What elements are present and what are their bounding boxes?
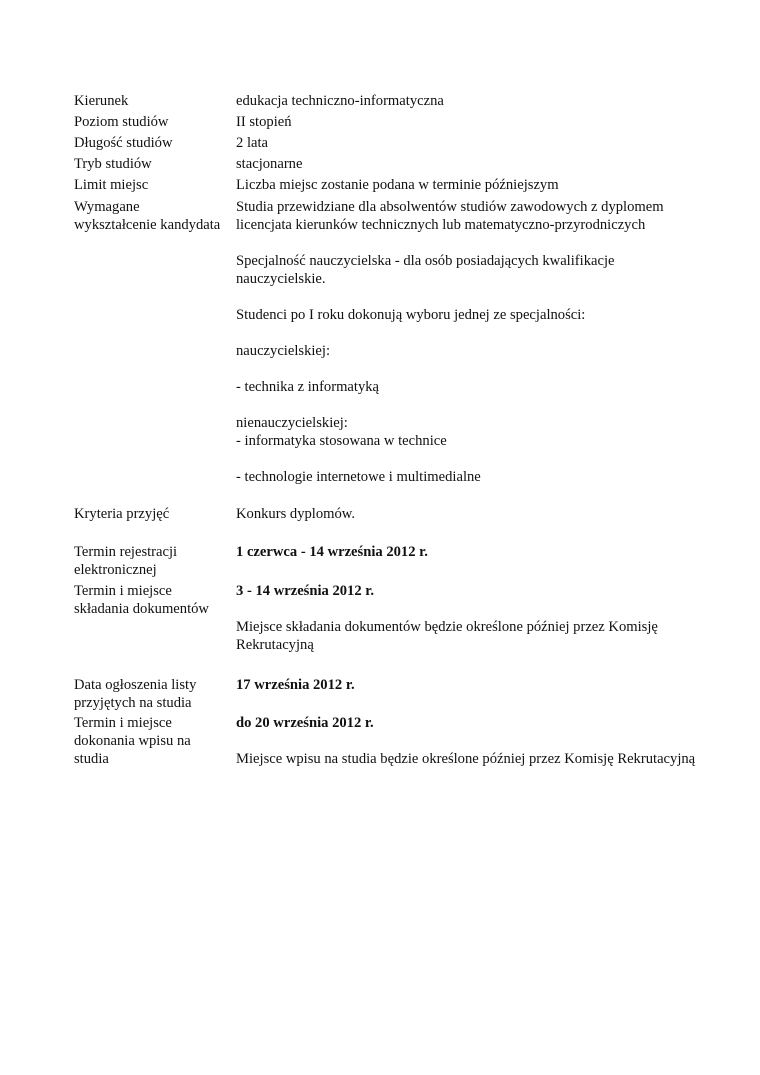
label-dokumenty	[74, 582, 232, 618]
value-dokumenty	[236, 582, 706, 654]
value-rejestracja	[236, 543, 706, 561]
label-wymagane-line2: wykształcenie kandydata	[74, 217, 221, 233]
label-dokumenty-line2: składania dokumentów	[74, 601, 209, 617]
label-dokumenty-line1: Termin i miejsce	[74, 583, 172, 599]
label-ogloszenie	[74, 676, 232, 712]
wymagane-paragraph: - technika z informatyką	[236, 379, 380, 395]
label-rejestracja-line1: Termin rejestracji	[74, 544, 178, 560]
label-kierunek: Kierunek	[74, 93, 129, 109]
label-wymagane-line1: Wymagane	[74, 199, 140, 215]
label-rejestracja	[74, 543, 232, 579]
label-ogloszenie-line1: Data ogłoszenia listy	[74, 677, 197, 693]
value-kierunek: edukacja techniczno-informatyczna	[236, 93, 444, 109]
value-poziom: II stopień	[236, 114, 292, 130]
wymagane-paragraph: Studenci po I roku dokonują wyboru jednej ze specjalności:	[236, 307, 586, 323]
wymagane-paragraph: nauczycielskiej:	[236, 343, 331, 359]
rejestracja-date: 1 czerwca - 14 września 2012 r.	[236, 544, 428, 560]
value-tryb: stacjonarne	[236, 156, 303, 172]
wymagane-paragraph: nienauczycielskiej:	[236, 415, 348, 431]
value-ogloszenie	[236, 676, 706, 694]
dokumenty-note: Miejsce składania dokumentów będzie określone później przez Komisję Rekrutacyjną	[236, 619, 658, 653]
label-kryteria: Kryteria przyjęć	[74, 506, 170, 522]
label-wpis-line2: dokonania wpisu na	[74, 733, 191, 749]
label-wymagane	[74, 198, 232, 234]
value-wymagane	[236, 198, 706, 486]
wymagane-paragraph: Studia przewidziane dla absolwentów studiów zawodowych z dyplomem licencjata kierunków technicznych lub matematyczno-przyrodniczych	[236, 199, 664, 233]
wymagane-paragraph: - informatyka stosowana w technice	[236, 433, 447, 449]
value-kryteria: Konkurs dyplomów.	[236, 506, 356, 522]
wymagane-paragraph: Specjalność nauczycielska - dla osób posiadających kwalifikacje nauczycielskie.	[236, 253, 615, 287]
label-ogloszenie-line2: przyjętych na studia	[74, 695, 192, 711]
value-limit: Liczba miejsc zostanie podana w terminie późniejszym	[236, 177, 559, 193]
ogloszenie-date: 17 września 2012 r.	[236, 677, 355, 693]
wymagane-paragraph: - technologie internetowe i multimedialne	[236, 469, 481, 485]
value-dlugosc: 2 lata	[236, 135, 269, 151]
label-wpis-line1: Termin i miejsce	[74, 715, 172, 731]
label-poziom: Poziom studiów	[74, 114, 169, 130]
label-limit: Limit miejsc	[74, 177, 149, 193]
label-wpis-line3: studia	[74, 751, 109, 767]
label-tryb: Tryb studiów	[74, 156, 152, 172]
label-rejestracja-line2: elektronicznej	[74, 562, 157, 578]
wpis-date: do 20 września 2012 r.	[236, 715, 374, 731]
wpis-note: Miejsce wpisu na studia będzie określone później przez Komisję Rekrutacyjną	[236, 751, 696, 767]
dokumenty-date: 3 - 14 września 2012 r.	[236, 583, 375, 599]
value-wpis	[236, 714, 706, 768]
label-wpis	[74, 714, 232, 768]
label-dlugosc: Długość studiów	[74, 135, 173, 151]
